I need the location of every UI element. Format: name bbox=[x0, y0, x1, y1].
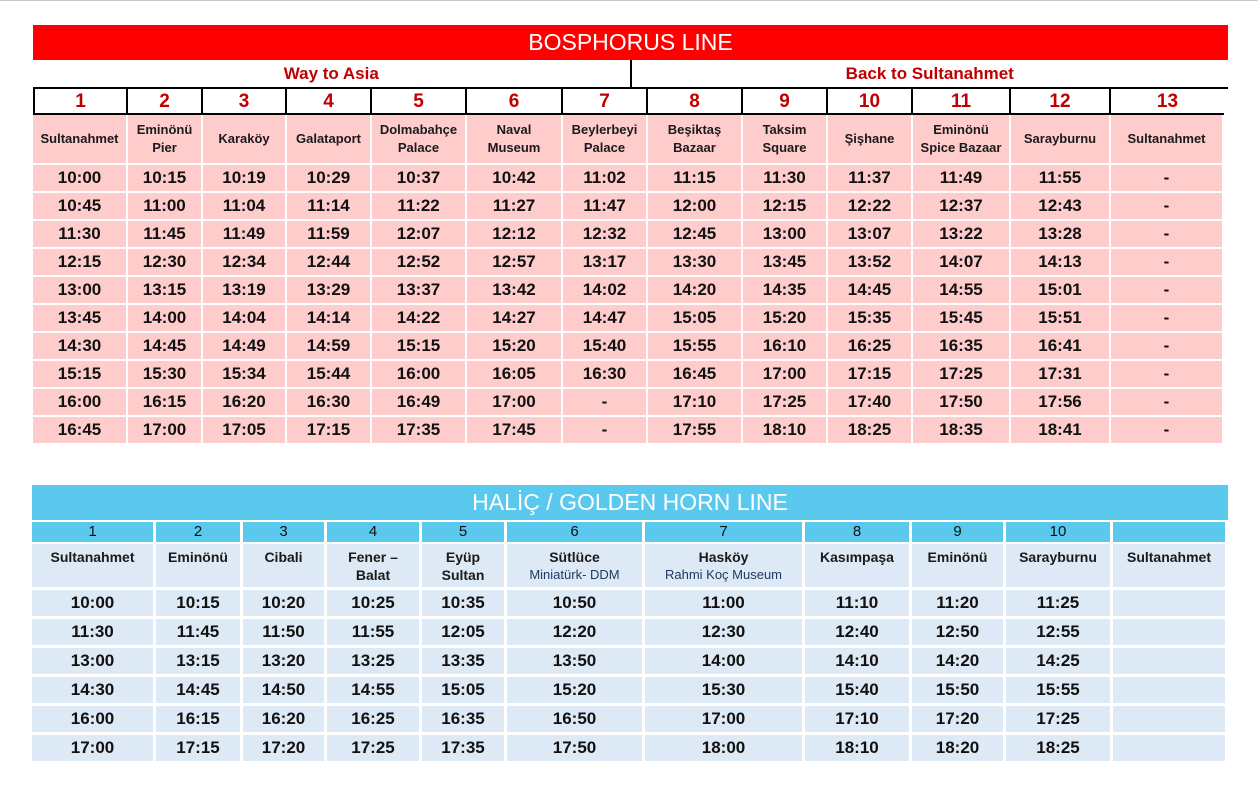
departure-time-cell: 11:55 bbox=[327, 619, 422, 648]
departure-time-cell: 17:35 bbox=[372, 417, 467, 445]
departure-time-cell: 16:45 bbox=[33, 417, 128, 445]
stop-number: 8 bbox=[805, 520, 912, 544]
departure-time-cell: 16:30 bbox=[287, 389, 372, 417]
departure-time-cell: 14:30 bbox=[32, 677, 156, 706]
stop-name-text: Şişhane bbox=[844, 131, 895, 146]
stop-number: 12 bbox=[1011, 89, 1111, 115]
departure-time-cell: 13:37 bbox=[372, 277, 467, 305]
departure-time-cell: 11:49 bbox=[913, 165, 1011, 193]
halic-line-title: HALİÇ / GOLDEN HORN LINE bbox=[32, 485, 1228, 520]
departure-time-cell: 16:00 bbox=[33, 389, 128, 417]
stop-number: 4 bbox=[327, 520, 422, 544]
departure-time-cell: 16:35 bbox=[422, 706, 507, 735]
stop-number: 13 bbox=[1111, 89, 1224, 115]
departure-time-cell: 13:30 bbox=[648, 249, 743, 277]
departure-time-cell: 18:10 bbox=[805, 735, 912, 764]
departure-time-cell: 15:15 bbox=[33, 361, 128, 389]
stop-number: 10 bbox=[828, 89, 913, 115]
departure-time-cell: 13:42 bbox=[467, 277, 563, 305]
stop-name-text: Sultanahmet bbox=[50, 549, 135, 565]
stop-name bbox=[645, 544, 805, 590]
departure-time-cell: 13:07 bbox=[828, 221, 913, 249]
stop-number: 3 bbox=[203, 89, 287, 115]
departure-time-cell: 13:22 bbox=[913, 221, 1011, 249]
departure-time-cell: 11:30 bbox=[743, 165, 828, 193]
departure-time-cell: 11:45 bbox=[128, 221, 203, 249]
stop-number: 3 bbox=[243, 520, 327, 544]
stop-name bbox=[327, 544, 422, 590]
departure-time-cell: 10:45 bbox=[33, 193, 128, 221]
departure-time-cell bbox=[1113, 735, 1228, 764]
departure-time-cell: 13:29 bbox=[287, 277, 372, 305]
stop-number bbox=[1113, 520, 1228, 544]
stop-name bbox=[32, 544, 156, 590]
departure-time-cell: 15:45 bbox=[913, 305, 1011, 333]
departure-time-cell: 17:50 bbox=[913, 389, 1011, 417]
stop-number: 6 bbox=[467, 89, 563, 115]
departure-time-cell: 15:05 bbox=[648, 305, 743, 333]
departure-time-cell: 11:30 bbox=[32, 619, 156, 648]
departure-time-cell: 18:20 bbox=[912, 735, 1006, 764]
stop-number: 7 bbox=[645, 520, 805, 544]
departure-time-cell: 14:55 bbox=[327, 677, 422, 706]
departure-time-cell: 14:10 bbox=[805, 648, 912, 677]
departure-time-cell: 16:30 bbox=[563, 361, 648, 389]
departure-time-cell: 15:40 bbox=[805, 677, 912, 706]
departure-time-cell: 17:00 bbox=[743, 361, 828, 389]
direction-header bbox=[33, 60, 1228, 89]
departure-time-cell: 14:35 bbox=[743, 277, 828, 305]
departure-time-cell: 17:45 bbox=[467, 417, 563, 445]
departure-time-cell: 16:49 bbox=[372, 389, 467, 417]
departure-time-cell: - bbox=[1111, 305, 1224, 333]
departure-time-cell: 15:30 bbox=[645, 677, 805, 706]
stop-number: 1 bbox=[33, 89, 128, 115]
stop-name-text: Sultanahmet bbox=[1126, 549, 1211, 565]
departure-time-cell bbox=[1113, 677, 1228, 706]
departure-time-cell: 10:50 bbox=[507, 590, 645, 619]
stop-name bbox=[828, 115, 913, 165]
departure-time-cell: 11:15 bbox=[648, 165, 743, 193]
departure-time-cell: 13:17 bbox=[563, 249, 648, 277]
departure-time-cell: 14:45 bbox=[128, 333, 203, 361]
stop-number: 1 bbox=[32, 520, 156, 544]
departure-time-cell: 16:05 bbox=[467, 361, 563, 389]
departure-time-cell: 12:52 bbox=[372, 249, 467, 277]
stop-number: 10 bbox=[1006, 520, 1113, 544]
departure-time-cell: 10:20 bbox=[243, 590, 327, 619]
departure-time-cell: 11:50 bbox=[243, 619, 327, 648]
departure-time-cell: 10:42 bbox=[467, 165, 563, 193]
departure-time-cell: 11:14 bbox=[287, 193, 372, 221]
departure-time-cell: 14:22 bbox=[372, 305, 467, 333]
departure-time-cell: 13:45 bbox=[743, 249, 828, 277]
stop-name bbox=[422, 544, 507, 590]
departure-time-cell: 13:35 bbox=[422, 648, 507, 677]
departure-time-cell: 11:30 bbox=[33, 221, 128, 249]
stop-name-text: Taksim Square bbox=[762, 122, 807, 155]
stop-name-text: Sütlüce bbox=[549, 549, 600, 565]
stop-name-text: Dolmabahçe Palace bbox=[379, 122, 458, 155]
departure-time-cell: 13:00 bbox=[743, 221, 828, 249]
stop-number: 6 bbox=[507, 520, 645, 544]
departure-time-cell: 11:49 bbox=[203, 221, 287, 249]
departure-time-cell: 16:20 bbox=[243, 706, 327, 735]
departure-time-cell: 12:43 bbox=[1011, 193, 1111, 221]
stop-name-text: Karaköy bbox=[218, 131, 270, 146]
departure-time-cell: - bbox=[563, 389, 648, 417]
departure-time-cell: 10:35 bbox=[422, 590, 507, 619]
stop-name bbox=[203, 115, 287, 165]
stop-name bbox=[1111, 115, 1224, 165]
departure-time-cell: 12:22 bbox=[828, 193, 913, 221]
departure-time-cell: 16:00 bbox=[372, 361, 467, 389]
departure-time-cell: 11:45 bbox=[156, 619, 243, 648]
departure-time-cell: 17:50 bbox=[507, 735, 645, 764]
departure-time-cell: 14:20 bbox=[648, 277, 743, 305]
departure-time-cell: 18:41 bbox=[1011, 417, 1111, 445]
departure-time-cell: 14:55 bbox=[913, 277, 1011, 305]
departure-time-cell: 14:00 bbox=[645, 648, 805, 677]
departure-time-cell: 17:56 bbox=[1011, 389, 1111, 417]
departure-time-cell: 11:22 bbox=[372, 193, 467, 221]
departure-time-cell: 13:45 bbox=[33, 305, 128, 333]
departure-time-cell: 18:35 bbox=[913, 417, 1011, 445]
departure-time-cell: - bbox=[1111, 221, 1224, 249]
departure-time-cell: 12:40 bbox=[805, 619, 912, 648]
stop-name bbox=[372, 115, 467, 165]
departure-time-cell: 13:15 bbox=[156, 648, 243, 677]
departure-time-cell: - bbox=[1111, 333, 1224, 361]
stop-subtitle-text: Rahmi Koç Museum bbox=[664, 567, 783, 582]
departure-time-cell: 17:55 bbox=[648, 417, 743, 445]
departure-time-cell: 10:19 bbox=[203, 165, 287, 193]
departure-time-cell: 17:25 bbox=[743, 389, 828, 417]
departure-time-cell: 16:41 bbox=[1011, 333, 1111, 361]
departure-time-cell: 14:04 bbox=[203, 305, 287, 333]
stop-name bbox=[287, 115, 372, 165]
stop-name bbox=[563, 115, 648, 165]
departure-time-cell bbox=[1113, 648, 1228, 677]
departure-time-cell: 14:30 bbox=[33, 333, 128, 361]
stop-name-text: Galataport bbox=[295, 131, 361, 146]
departure-time-cell: 17:15 bbox=[287, 417, 372, 445]
departure-time-cell: 14:20 bbox=[912, 648, 1006, 677]
departure-time-cell: - bbox=[1111, 361, 1224, 389]
departure-time-cell: - bbox=[1111, 389, 1224, 417]
departure-time-cell: 12:44 bbox=[287, 249, 372, 277]
departure-time-cell: 11:25 bbox=[1006, 590, 1113, 619]
departure-time-cell: 17:25 bbox=[327, 735, 422, 764]
stop-number: 5 bbox=[422, 520, 507, 544]
departure-time-cell: 15:34 bbox=[203, 361, 287, 389]
departure-time-cell: 17:31 bbox=[1011, 361, 1111, 389]
departure-time-cell: 13:15 bbox=[128, 277, 203, 305]
stop-number: 2 bbox=[128, 89, 203, 115]
departure-time-cell: 11:37 bbox=[828, 165, 913, 193]
stop-name-text: Fener – Balat bbox=[348, 549, 398, 583]
departure-time-cell: 10:25 bbox=[327, 590, 422, 619]
stop-name-text: Sultanahmet bbox=[40, 131, 119, 146]
departure-time-cell: 10:00 bbox=[32, 590, 156, 619]
departure-time-cell: 12:15 bbox=[33, 249, 128, 277]
departure-time-cell bbox=[1113, 619, 1228, 648]
departure-time-cell: 12:34 bbox=[203, 249, 287, 277]
bosphorus-line-table bbox=[33, 25, 1228, 445]
departure-time-cell: 17:25 bbox=[913, 361, 1011, 389]
departure-time-cell: 14:02 bbox=[563, 277, 648, 305]
stop-name-text: Sultanahmet bbox=[1127, 131, 1206, 146]
departure-time-cell: 18:10 bbox=[743, 417, 828, 445]
stop-name bbox=[912, 544, 1006, 590]
departure-time-cell: 11:10 bbox=[805, 590, 912, 619]
departure-time-cell: - bbox=[563, 417, 648, 445]
departure-time-cell: 14:00 bbox=[128, 305, 203, 333]
departure-time-cell: 18:25 bbox=[828, 417, 913, 445]
stop-name-text: Beşiktaş Bazaar bbox=[667, 122, 722, 155]
departure-time-cell: 12:45 bbox=[648, 221, 743, 249]
stop-name-text: Sarayburnu bbox=[1019, 549, 1097, 565]
stop-name bbox=[743, 115, 828, 165]
departure-time-cell: 12:30 bbox=[128, 249, 203, 277]
departure-time-cell: 16:45 bbox=[648, 361, 743, 389]
departure-time-cell: 16:15 bbox=[156, 706, 243, 735]
departure-time-cell bbox=[1113, 706, 1228, 735]
departure-time-cell: 11:00 bbox=[645, 590, 805, 619]
departure-time-cell: 17:40 bbox=[828, 389, 913, 417]
stop-name-text: Eminönü bbox=[927, 549, 988, 565]
stop-name-text: Eminönü Pier bbox=[136, 122, 193, 155]
departure-time-cell: 15:05 bbox=[422, 677, 507, 706]
departure-time-cell: 14:25 bbox=[1006, 648, 1113, 677]
stop-name-text: Kasımpaşa bbox=[820, 549, 894, 565]
way-to-asia-label: Way to Asia bbox=[33, 60, 632, 87]
departure-time-cell: 15:51 bbox=[1011, 305, 1111, 333]
departure-time-cell: 12:57 bbox=[467, 249, 563, 277]
stop-name bbox=[467, 115, 563, 165]
stop-name-text: Beylerbeyi Palace bbox=[571, 122, 638, 155]
departure-time-cell: 12:37 bbox=[913, 193, 1011, 221]
departure-time-cell: 16:25 bbox=[828, 333, 913, 361]
stop-name bbox=[1113, 544, 1228, 590]
departure-time-cell: 17:00 bbox=[32, 735, 156, 764]
departure-time-cell: - bbox=[1111, 249, 1224, 277]
departure-time-cell: 17:25 bbox=[1006, 706, 1113, 735]
departure-time-cell: 12:32 bbox=[563, 221, 648, 249]
departure-time-cell: - bbox=[1111, 193, 1224, 221]
departure-time-cell: 17:20 bbox=[243, 735, 327, 764]
departure-time-cell: 10:37 bbox=[372, 165, 467, 193]
departure-time-cell: 16:35 bbox=[913, 333, 1011, 361]
departure-time-cell: 12:30 bbox=[645, 619, 805, 648]
departure-time-cell: 14:14 bbox=[287, 305, 372, 333]
departure-time-cell: 11:47 bbox=[563, 193, 648, 221]
departure-time-cell: 12:00 bbox=[648, 193, 743, 221]
departure-time-cell: 14:50 bbox=[243, 677, 327, 706]
departure-time-cell: 13:52 bbox=[828, 249, 913, 277]
departure-time-cell: 10:15 bbox=[128, 165, 203, 193]
departure-time-cell: 11:04 bbox=[203, 193, 287, 221]
departure-time-cell: 16:50 bbox=[507, 706, 645, 735]
back-to-sultanahmet-label: Back to Sultanahmet bbox=[845, 64, 1014, 83]
stop-name-text: Naval Museum bbox=[487, 122, 541, 155]
stop-number: 5 bbox=[372, 89, 467, 115]
stop-number: 4 bbox=[287, 89, 372, 115]
stop-number: 2 bbox=[156, 520, 243, 544]
departure-time-cell: 17:35 bbox=[422, 735, 507, 764]
departure-time-cell: - bbox=[1111, 277, 1224, 305]
departure-time-cell: - bbox=[1111, 165, 1224, 193]
stop-name bbox=[648, 115, 743, 165]
departure-time-cell: 14:13 bbox=[1011, 249, 1111, 277]
stop-name-text: Hasköy bbox=[698, 549, 749, 565]
departure-time-cell: 17:05 bbox=[203, 417, 287, 445]
departure-time-cell: 15:55 bbox=[1006, 677, 1113, 706]
departure-time-cell: 15:55 bbox=[648, 333, 743, 361]
departure-time-cell: 12:12 bbox=[467, 221, 563, 249]
departure-time-cell: 13:00 bbox=[33, 277, 128, 305]
stop-name bbox=[156, 544, 243, 590]
stop-number: 9 bbox=[912, 520, 1006, 544]
stop-name-text: Eminönü bbox=[168, 549, 228, 565]
departure-time-cell: 15:20 bbox=[507, 677, 645, 706]
departure-time-cell: 10:15 bbox=[156, 590, 243, 619]
stop-name bbox=[805, 544, 912, 590]
stop-name-text: Sarayburnu bbox=[1023, 131, 1097, 146]
departure-time-cell: - bbox=[1111, 417, 1224, 445]
departure-time-cell: 18:00 bbox=[645, 735, 805, 764]
stop-name bbox=[1011, 115, 1111, 165]
departure-time-cell: 13:28 bbox=[1011, 221, 1111, 249]
departure-time-cell: 14:45 bbox=[156, 677, 243, 706]
departure-time-cell: 14:49 bbox=[203, 333, 287, 361]
departure-time-cell: 12:15 bbox=[743, 193, 828, 221]
departure-time-cell: 16:00 bbox=[32, 706, 156, 735]
departure-time-cell: 15:01 bbox=[1011, 277, 1111, 305]
stop-name bbox=[33, 115, 128, 165]
stop-name bbox=[128, 115, 203, 165]
departure-time-cell: 11:27 bbox=[467, 193, 563, 221]
stop-name bbox=[1006, 544, 1113, 590]
stop-subtitle-text: Miniatürk- DDM bbox=[529, 567, 620, 582]
departure-time-cell: 15:30 bbox=[128, 361, 203, 389]
departure-time-cell: 13:25 bbox=[327, 648, 422, 677]
stop-name-text: Eminönü Spice Bazaar bbox=[920, 122, 1002, 155]
stop-name bbox=[243, 544, 327, 590]
stop-number: 9 bbox=[743, 89, 828, 115]
departure-time-cell: 12:55 bbox=[1006, 619, 1113, 648]
departure-time-cell: 13:00 bbox=[32, 648, 156, 677]
departure-time-cell: 17:10 bbox=[648, 389, 743, 417]
departure-time-cell: 10:00 bbox=[33, 165, 128, 193]
departure-time-cell: 16:25 bbox=[327, 706, 422, 735]
departure-time-cell: 13:20 bbox=[243, 648, 327, 677]
departure-time-cell: 17:15 bbox=[156, 735, 243, 764]
departure-time-cell: 14:47 bbox=[563, 305, 648, 333]
departure-time-cell: 15:44 bbox=[287, 361, 372, 389]
departure-time-cell: 18:25 bbox=[1006, 735, 1113, 764]
departure-time-cell: 17:15 bbox=[828, 361, 913, 389]
stop-name bbox=[507, 544, 645, 590]
stop-number: 11 bbox=[913, 89, 1011, 115]
bosphorus-schedule-grid bbox=[33, 89, 1228, 445]
departure-time-cell: 17:10 bbox=[805, 706, 912, 735]
departure-time-cell: 14:07 bbox=[913, 249, 1011, 277]
departure-time-cell: 17:00 bbox=[128, 417, 203, 445]
departure-time-cell: 11:59 bbox=[287, 221, 372, 249]
halic-golden-horn-line-table bbox=[32, 485, 1228, 764]
departure-time-cell: 16:15 bbox=[128, 389, 203, 417]
departure-time-cell: 12:50 bbox=[912, 619, 1006, 648]
bosphorus-line-title: BOSPHORUS LINE bbox=[33, 25, 1228, 60]
departure-time-cell: 12:20 bbox=[507, 619, 645, 648]
departure-time-cell: 16:10 bbox=[743, 333, 828, 361]
departure-time-cell: 13:19 bbox=[203, 277, 287, 305]
stop-name-text: Eyüp Sultan bbox=[441, 549, 485, 583]
departure-time-cell: 15:40 bbox=[563, 333, 648, 361]
departure-time-cell: 15:35 bbox=[828, 305, 913, 333]
departure-time-cell: 15:20 bbox=[743, 305, 828, 333]
departure-time-cell: 17:20 bbox=[912, 706, 1006, 735]
departure-time-cell: 17:00 bbox=[467, 389, 563, 417]
departure-time-cell: 14:45 bbox=[828, 277, 913, 305]
stop-number: 7 bbox=[563, 89, 648, 115]
departure-time-cell: 12:07 bbox=[372, 221, 467, 249]
stop-name-text: Cibali bbox=[264, 549, 303, 565]
halic-schedule-grid bbox=[32, 520, 1228, 764]
stop-number: 8 bbox=[648, 89, 743, 115]
departure-time-cell: 11:02 bbox=[563, 165, 648, 193]
departure-time-cell: 14:59 bbox=[287, 333, 372, 361]
stop-name bbox=[913, 115, 1011, 165]
departure-time-cell: 17:00 bbox=[645, 706, 805, 735]
departure-time-cell: 11:55 bbox=[1011, 165, 1111, 193]
departure-time-cell: 15:50 bbox=[912, 677, 1006, 706]
departure-time-cell: 14:27 bbox=[467, 305, 563, 333]
departure-time-cell: 16:20 bbox=[203, 389, 287, 417]
departure-time-cell: 13:50 bbox=[507, 648, 645, 677]
departure-time-cell: 15:15 bbox=[372, 333, 467, 361]
departure-time-cell: 11:00 bbox=[128, 193, 203, 221]
departure-time-cell: 12:05 bbox=[422, 619, 507, 648]
departure-time-cell: 10:29 bbox=[287, 165, 372, 193]
top-border-line bbox=[0, 0, 1258, 1]
departure-time-cell bbox=[1113, 590, 1228, 619]
departure-time-cell: 11:20 bbox=[912, 590, 1006, 619]
departure-time-cell: 15:20 bbox=[467, 333, 563, 361]
